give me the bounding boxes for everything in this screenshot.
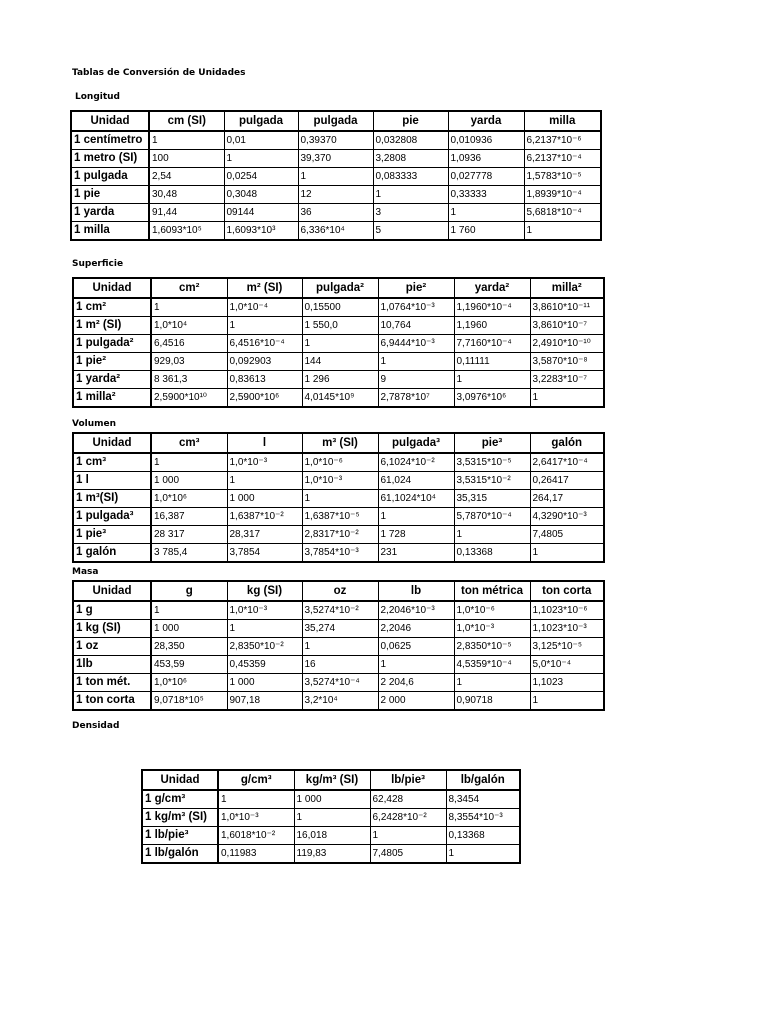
table-cell: 144 <box>302 353 378 371</box>
table-cell: 1 <box>227 472 302 490</box>
table-cell: 62,428 <box>370 790 446 809</box>
table-cell: 1 <box>151 298 227 317</box>
table-cell: 0,15500 <box>302 298 378 317</box>
table-cell: 3,5315*10⁻² <box>454 472 530 490</box>
table-cell: 0,83613 <box>227 371 302 389</box>
table-row <box>73 508 604 526</box>
table-cell: 0,26417 <box>530 472 604 490</box>
table-cell: 1 <box>298 168 373 186</box>
table-cell: 4,0145*10⁹ <box>302 389 378 408</box>
table-cell: 6,2137*10⁻⁶ <box>524 131 601 150</box>
column-header: cm² <box>151 278 227 298</box>
table-cell: 8 361,3 <box>151 371 227 389</box>
column-header: Unidad <box>142 770 218 790</box>
column-header: Unidad <box>73 581 151 601</box>
table-cell: 231 <box>378 544 454 563</box>
table-volumen <box>72 432 605 563</box>
table-cell: 6,9444*10⁻³ <box>378 335 454 353</box>
table-cell: 2,6417*10⁻⁴ <box>530 453 604 472</box>
column-header: l <box>227 433 302 453</box>
table-row <box>142 809 520 827</box>
table-cell: 907,18 <box>227 692 302 711</box>
table-row <box>71 168 601 186</box>
row-label: 1 metro (SI) <box>71 150 149 168</box>
table-cell: 5,7870*10⁻⁴ <box>454 508 530 526</box>
column-header: kg (SI) <box>227 581 302 601</box>
row-label: 1 pie² <box>73 353 151 371</box>
column-header: Unidad <box>73 433 151 453</box>
table-cell: 2 000 <box>378 692 454 711</box>
table-cell: 5,0*10⁻⁴ <box>530 656 604 674</box>
table-cell: 3,2283*10⁻⁷ <box>530 371 604 389</box>
table-cell: 1 <box>454 674 530 692</box>
table-cell: 1 <box>530 544 604 563</box>
row-label: 1 g <box>73 601 151 620</box>
table-cell: 7,7160*10⁻⁴ <box>454 335 530 353</box>
table-cell: 16 <box>302 656 378 674</box>
row-label: 1 cm³ <box>73 453 151 472</box>
table-cell: 1 <box>378 508 454 526</box>
table-superficie <box>72 277 605 408</box>
table-cell: 1,6387*10⁻⁵ <box>302 508 378 526</box>
table-cell: 1 <box>302 490 378 508</box>
table-cell: 119,83 <box>294 845 370 864</box>
section-title-volumen: Volumen <box>72 419 117 429</box>
column-header: pie³ <box>454 433 530 453</box>
column-header: m³ (SI) <box>302 433 378 453</box>
row-label: 1 kg/m³ (SI) <box>142 809 218 827</box>
table-cell: 1,0*10⁻⁴ <box>227 298 302 317</box>
table-cell: 0,032808 <box>373 131 448 150</box>
column-header: milla <box>524 111 601 131</box>
row-label: 1lb <box>73 656 151 674</box>
table-cell: 1,6093*10⁵ <box>149 222 224 241</box>
column-header: pulgada³ <box>378 433 454 453</box>
column-header: milla² <box>530 278 604 298</box>
table-cell: 3,8610*10⁻⁷ <box>530 317 604 335</box>
row-label: 1 pie <box>71 186 149 204</box>
table-row <box>71 204 601 222</box>
table-cell: 4,5359*10⁻⁴ <box>454 656 530 674</box>
table-cell: 3 <box>373 204 448 222</box>
table-cell: 2 204,6 <box>378 674 454 692</box>
table-cell: 1 <box>448 204 524 222</box>
table-header-row <box>73 433 604 453</box>
table-cell: 1,6387*10⁻² <box>227 508 302 526</box>
table-cell: 1,0764*10⁻³ <box>378 298 454 317</box>
table-cell: 264,17 <box>530 490 604 508</box>
table-cell: 1,0*10⁶ <box>151 490 227 508</box>
table-cell: 1,0*10⁻³ <box>227 601 302 620</box>
table-cell: 5 <box>373 222 448 241</box>
table-cell: 1,1023 <box>530 674 604 692</box>
table-cell: 0,90718 <box>454 692 530 711</box>
table-cell: 1,0936 <box>448 150 524 168</box>
row-label: 1 yarda <box>71 204 149 222</box>
table-cell: 1 <box>454 371 530 389</box>
column-header: lb <box>378 581 454 601</box>
table-cell: 1,0*10⁶ <box>151 674 227 692</box>
table-row <box>73 674 604 692</box>
table-cell: 35,274 <box>302 620 378 638</box>
table-row <box>73 472 604 490</box>
row-label: 1 pulgada <box>71 168 149 186</box>
table-cell: 1 000 <box>151 472 227 490</box>
table-cell: 7,4805 <box>370 845 446 864</box>
column-header: g <box>151 581 227 601</box>
table-cell: 1,0*10⁻³ <box>218 809 294 827</box>
table-cell: 0,010936 <box>448 131 524 150</box>
row-label: 1 m³(SI) <box>73 490 151 508</box>
section-title-masa: Masa <box>72 567 99 577</box>
table-cell: 3,0976*10⁶ <box>454 389 530 408</box>
table-row <box>73 453 604 472</box>
table-cell: 2,8350*10⁻² <box>227 638 302 656</box>
table-row <box>73 692 604 711</box>
row-label: 1 centímetro <box>71 131 149 150</box>
table-cell: 453,59 <box>151 656 227 674</box>
table-cell: 39,370 <box>298 150 373 168</box>
document-title: Tablas de Conversión de Unidades <box>72 68 246 78</box>
table-cell: 3 785,4 <box>151 544 227 563</box>
table-cell: 3,2808 <box>373 150 448 168</box>
table-cell: 1 <box>151 453 227 472</box>
row-label: 1 oz <box>73 638 151 656</box>
table-cell: 1,8939*10⁻⁴ <box>524 186 601 204</box>
table-row <box>73 544 604 563</box>
table-cell: 6,4516 <box>151 335 227 353</box>
table-cell: 1,1960 <box>454 317 530 335</box>
table-cell: 1 <box>227 620 302 638</box>
row-label: 1 cm² <box>73 298 151 317</box>
row-label: 1 yarda² <box>73 371 151 389</box>
table-cell: 1 <box>530 692 604 711</box>
table-cell: 1,0*10⁴ <box>151 317 227 335</box>
table-cell: 16,387 <box>151 508 227 526</box>
table-cell: 1 <box>149 131 224 150</box>
table-cell: 1 <box>227 317 302 335</box>
table-header-row <box>142 770 520 790</box>
row-label: 1 g/cm³ <box>142 790 218 809</box>
table-cell: 0,39370 <box>298 131 373 150</box>
table-cell: 3,8610*10⁻¹¹ <box>530 298 604 317</box>
table-row <box>73 335 604 353</box>
table-cell: 8,3454 <box>446 790 520 809</box>
table-row <box>73 601 604 620</box>
table-cell: 2,5900*10¹⁰ <box>151 389 227 408</box>
table-cell: 2,2046*10⁻³ <box>378 601 454 620</box>
table-masa <box>72 580 605 711</box>
table-header-row <box>71 111 601 131</box>
table-cell: 09144 <box>224 204 298 222</box>
table-cell: 1 <box>378 656 454 674</box>
table-row <box>142 790 520 809</box>
table-cell: 1 <box>294 809 370 827</box>
row-label: 1 l <box>73 472 151 490</box>
column-header: oz <box>302 581 378 601</box>
table-cell: 1 296 <box>302 371 378 389</box>
table-cell: 6,2137*10⁻⁴ <box>524 150 601 168</box>
table-cell: 28,317 <box>227 526 302 544</box>
table-cell: 6,4516*10⁻⁴ <box>227 335 302 353</box>
table-cell: 30,48 <box>149 186 224 204</box>
column-header: galón <box>530 433 604 453</box>
table-cell: 9,0718*10⁵ <box>151 692 227 711</box>
table-cell: 1 000 <box>294 790 370 809</box>
table-cell: 6,336*10⁴ <box>298 222 373 241</box>
table-row <box>142 827 520 845</box>
table-cell: 100 <box>149 150 224 168</box>
row-label: 1 galón <box>73 544 151 563</box>
table-cell: 2,8317*10⁻² <box>302 526 378 544</box>
table-cell: 3,5274*10⁻⁴ <box>302 674 378 692</box>
table-row <box>71 131 601 150</box>
row-label: 1 ton mét. <box>73 674 151 692</box>
table-cell: 1 <box>378 353 454 371</box>
table-cell: 1 <box>370 827 446 845</box>
table-cell: 3,7854 <box>227 544 302 563</box>
column-header: kg/m³ (SI) <box>294 770 370 790</box>
table-cell: 1 <box>302 638 378 656</box>
table-cell: 3,125*10⁻⁵ <box>530 638 604 656</box>
table-cell: 0,027778 <box>448 168 524 186</box>
table-cell: 1 760 <box>448 222 524 241</box>
table-cell: 16,018 <box>294 827 370 845</box>
table-row <box>71 150 601 168</box>
table-cell: 8,3554*10⁻³ <box>446 809 520 827</box>
table-cell: 1,6018*10⁻² <box>218 827 294 845</box>
table-cell: 1,1960*10⁻⁴ <box>454 298 530 317</box>
table-row <box>73 298 604 317</box>
table-cell: 2,2046 <box>378 620 454 638</box>
table-cell: 61,1024*10⁴ <box>378 490 454 508</box>
column-header: yarda² <box>454 278 530 298</box>
table-cell: 6,2428*10⁻² <box>370 809 446 827</box>
table-header-row <box>73 278 604 298</box>
table-cell: 1 000 <box>227 490 302 508</box>
table-cell: 28,350 <box>151 638 227 656</box>
table-cell: 0,092903 <box>227 353 302 371</box>
table-row <box>73 526 604 544</box>
row-label: 1 milla² <box>73 389 151 408</box>
table-row <box>142 845 520 864</box>
column-header: pie <box>373 111 448 131</box>
table-cell: 91,44 <box>149 204 224 222</box>
table-row <box>71 222 601 241</box>
column-header: ton métrica <box>454 581 530 601</box>
table-cell: 3,2*10⁴ <box>302 692 378 711</box>
table-row <box>73 638 604 656</box>
row-label: 1 milla <box>71 222 149 241</box>
table-cell: 0,0254 <box>224 168 298 186</box>
table-cell: 0,13368 <box>454 544 530 563</box>
table-cell: 1,6093*10³ <box>224 222 298 241</box>
column-header: Unidad <box>71 111 149 131</box>
table-cell: 1,0*10⁻³ <box>302 472 378 490</box>
table-cell: 4,3290*10⁻³ <box>530 508 604 526</box>
column-header: lb/galón <box>446 770 520 790</box>
table-cell: 0,13368 <box>446 827 520 845</box>
table-cell: 1 <box>524 222 601 241</box>
table-cell: 1 <box>218 790 294 809</box>
row-label: 1 kg (SI) <box>73 620 151 638</box>
table-cell: 28 317 <box>151 526 227 544</box>
table-cell: 929,03 <box>151 353 227 371</box>
table-cell: 1,5783*10⁻⁵ <box>524 168 601 186</box>
column-header: m² (SI) <box>227 278 302 298</box>
column-header: pulgada <box>298 111 373 131</box>
table-cell: 1,0*10⁻³ <box>454 620 530 638</box>
column-header: yarda <box>448 111 524 131</box>
column-header: ton corta <box>530 581 604 601</box>
table-cell: 2,54 <box>149 168 224 186</box>
row-label: 1 lb/pie³ <box>142 827 218 845</box>
table-row <box>71 186 601 204</box>
column-header: cm (SI) <box>149 111 224 131</box>
table-cell: 1 <box>446 845 520 864</box>
table-cell: 3,5315*10⁻⁵ <box>454 453 530 472</box>
table-cell: 1 000 <box>227 674 302 692</box>
table-row <box>73 389 604 408</box>
table-cell: 1 <box>373 186 448 204</box>
section-title-densidad: Densidad <box>72 721 120 731</box>
table-cell: 1,1023*10⁻⁶ <box>530 601 604 620</box>
table-cell: 0,3048 <box>224 186 298 204</box>
table-cell: 1 <box>224 150 298 168</box>
table-longitud <box>70 110 602 241</box>
table-cell: 5,6818*10⁻⁴ <box>524 204 601 222</box>
column-header: cm³ <box>151 433 227 453</box>
table-cell: 7,4805 <box>530 526 604 544</box>
column-header: pulgada² <box>302 278 378 298</box>
table-cell: 1,0*10⁻³ <box>227 453 302 472</box>
table-cell: 9 <box>378 371 454 389</box>
table-row <box>73 490 604 508</box>
table-cell: 1,0*10⁻⁶ <box>454 601 530 620</box>
table-row <box>73 656 604 674</box>
table-cell: 2,7878*10⁷ <box>378 389 454 408</box>
table-cell: 0,45359 <box>227 656 302 674</box>
column-header: pie² <box>378 278 454 298</box>
table-cell: 2,8350*10⁻⁵ <box>454 638 530 656</box>
table-cell: 1 550,0 <box>302 317 378 335</box>
table-header-row <box>73 581 604 601</box>
table-row <box>73 317 604 335</box>
row-label: 1 pulgada³ <box>73 508 151 526</box>
table-cell: 1 <box>454 526 530 544</box>
table-cell: 61,024 <box>378 472 454 490</box>
table-cell: 2,4910*10⁻¹⁰ <box>530 335 604 353</box>
column-header: g/cm³ <box>218 770 294 790</box>
table-cell: 0,0625 <box>378 638 454 656</box>
table-cell: 1 000 <box>151 620 227 638</box>
row-label: 1 lb/galón <box>142 845 218 864</box>
table-cell: 3,5274*10⁻² <box>302 601 378 620</box>
row-label: 1 pulgada² <box>73 335 151 353</box>
row-label: 1 pie³ <box>73 526 151 544</box>
table-cell: 6,1024*10⁻² <box>378 453 454 472</box>
table-cell: 12 <box>298 186 373 204</box>
table-cell: 1,1023*10⁻³ <box>530 620 604 638</box>
table-cell: 2,5900*10⁶ <box>227 389 302 408</box>
table-cell: 3,5870*10⁻⁸ <box>530 353 604 371</box>
table-cell: 1 <box>302 335 378 353</box>
section-title-longitud: Longitud <box>75 92 121 102</box>
table-cell: 0,11111 <box>454 353 530 371</box>
table-cell: 1 <box>151 601 227 620</box>
table-cell: 0,11983 <box>218 845 294 864</box>
table-cell: 1 728 <box>378 526 454 544</box>
column-header: lb/pie³ <box>370 770 446 790</box>
table-cell: 0,083333 <box>373 168 448 186</box>
column-header: Unidad <box>73 278 151 298</box>
table-cell: 1,0*10⁻⁶ <box>302 453 378 472</box>
table-row <box>73 353 604 371</box>
table-cell: 10,764 <box>378 317 454 335</box>
row-label: 1 m² (SI) <box>73 317 151 335</box>
table-cell: 36 <box>298 204 373 222</box>
table-cell: 35,315 <box>454 490 530 508</box>
row-label: 1 ton corta <box>73 692 151 711</box>
table-cell: 0,33333 <box>448 186 524 204</box>
table-cell: 3,7854*10⁻³ <box>302 544 378 563</box>
table-row <box>73 371 604 389</box>
section-title-superficie: Superficie <box>72 259 124 269</box>
table-cell: 1 <box>530 389 604 408</box>
column-header: pulgada <box>224 111 298 131</box>
table-row <box>73 620 604 638</box>
table-densidad <box>141 769 521 864</box>
table-cell: 0,01 <box>224 131 298 150</box>
